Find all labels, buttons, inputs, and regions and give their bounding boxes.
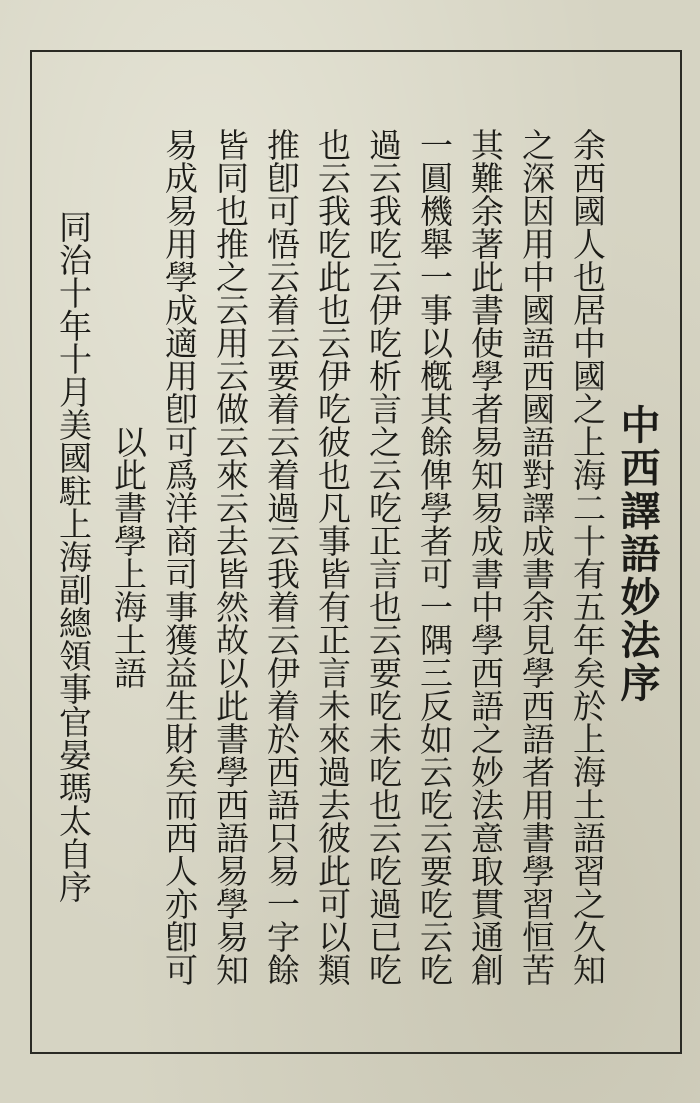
text-column: 過云我吃云伊吃析言之云吃正言也云要吃未吃也云吃過已吃 [364,127,403,986]
text-column: 一圓機舉一事以槪其餘俾學者可一隅三反如云吃云要吃云吃 [415,127,454,986]
text-column: 推卽可悟云着云要着云着過云我着云伊着於西語只易一字餘 [262,127,301,986]
text-column: 之深因用中國語西國語對譯成書余見學西語者用書學習恒苦 [517,127,556,986]
page-frame [30,50,682,1054]
text-column: 以此書學上海土語 [109,424,148,689]
text-column: 也云我吃此也云伊吃彼也凡事皆有正言未來過去彼此可以類 [313,127,352,986]
text-column: 皆同也推之云用云做云來云去皆然故以此書學西語易學易知 [211,127,250,986]
author-signature-column: 同治十年十月美國駐上海副總領事官晏瑪太自序 [54,210,93,903]
text-column: 易成易用學成適用卽可爲洋商司事獲益生財矣而西人亦卽可 [160,127,199,986]
preface-title: 中西譯語妙法序 [614,404,661,705]
text-column: 其難余著此書使學者易知易成書中學西語之妙法意取貫通創 [466,127,505,986]
text-column: 余西國人也居中國之上海二十有五年矣於上海土語習之久知 [568,127,607,986]
